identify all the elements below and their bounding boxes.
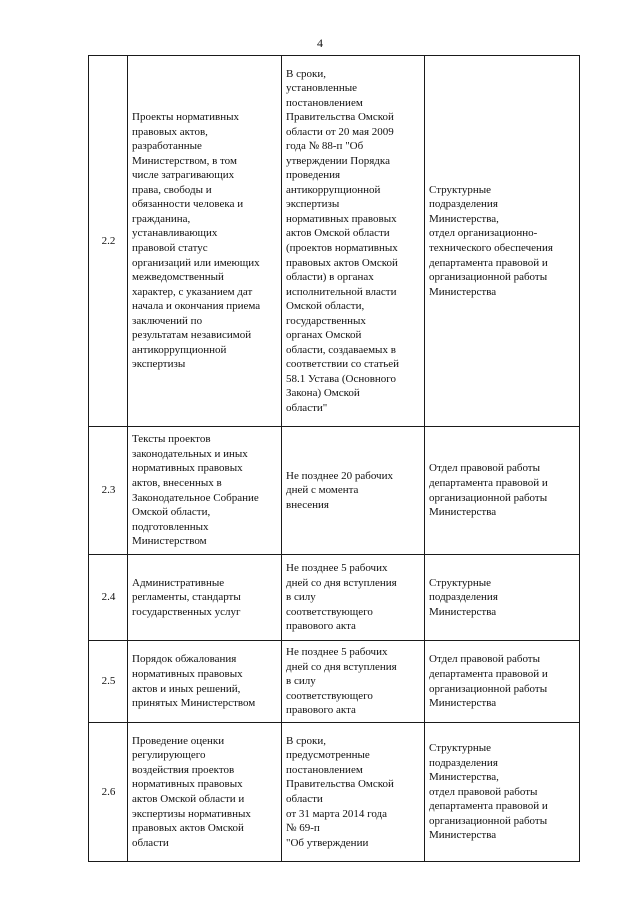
publication-table bbox=[88, 55, 580, 862]
deadline-cell: Не позднее 5 рабочих дней со дня вступления в силу соответствующего правового акта bbox=[282, 555, 425, 641]
document-cell: Проекты нормативных правовых актов, разработанные Министерством, в том числе затрагивающих права, свободы и обязанности человека и гражданина, устанавливающих правовой статус организаций или имеющих межведомственный характер, с указанием дат начала и окончания приема заключений по результатам независимой антикоррупционной экспертизы bbox=[128, 56, 282, 427]
table-row bbox=[89, 723, 580, 862]
table-row bbox=[89, 56, 580, 427]
responsible-cell: Отдел правовой работы департамента правовой и организационной работы Министерства bbox=[425, 427, 580, 555]
row-number: 2.5 bbox=[89, 641, 128, 723]
responsible-cell: Отдел правовой работы департамента правовой и организационной работы Министерства bbox=[425, 641, 580, 723]
document-cell: Административные регламенты, стандарты государственных услуг bbox=[128, 555, 282, 641]
document-cell: Порядок обжалования нормативных правовых актов и иных решений, принятых Министерством bbox=[128, 641, 282, 723]
row-number: 2.2 bbox=[89, 56, 128, 427]
responsible-cell: Структурные подразделения Министерства bbox=[425, 555, 580, 641]
document-cell: Проведение оценки регулирующего воздействия проектов нормативных правовых актов Омской области и экспертизы нормативных правовых актов Омской области bbox=[128, 723, 282, 862]
deadline-cell: В сроки, установленные постановлением Правительства Омской области от 20 мая 2009 года № 88-п "Об утверждении Порядка проведения антикоррупционной экспертизы нормативных правовых актов Омской области (проектов нормативных правовых актов Омской области) в органах исполнительной власти Омской области, государственных органах Омской области, создаваемых в соответствии со статьей 58.1 Устава (Основного Закона) Омской области" bbox=[282, 56, 425, 427]
row-number: 2.6 bbox=[89, 723, 128, 862]
table-row bbox=[89, 427, 580, 555]
deadline-cell: Не позднее 5 рабочих дней со дня вступления в силу соответствующего правового акта bbox=[282, 641, 425, 723]
responsible-cell: Структурные подразделения Министерства, отдел организационно- технического обеспечения департамента правовой и организационной работы Министерства bbox=[425, 56, 580, 427]
document-cell: Тексты проектов законодательных и иных нормативных правовых актов, внесенных в Законодательное Собрание Омской области, подготовленных Министерством bbox=[128, 427, 282, 555]
responsible-cell: Структурные подразделения Министерства, отдел правовой работы департамента правовой и организационной работы Министерства bbox=[425, 723, 580, 862]
table-row bbox=[89, 555, 580, 641]
table-row bbox=[89, 641, 580, 723]
deadline-cell: В сроки, предусмотренные постановлением Правительства Омской области от 31 марта 2014 года № 69-п "Об утверждении bbox=[282, 723, 425, 862]
row-number: 2.3 bbox=[89, 427, 128, 555]
page-number: 4 bbox=[317, 36, 323, 50]
row-number: 2.4 bbox=[89, 555, 128, 641]
deadline-cell: Не позднее 20 рабочих дней с момента внесения bbox=[282, 427, 425, 555]
